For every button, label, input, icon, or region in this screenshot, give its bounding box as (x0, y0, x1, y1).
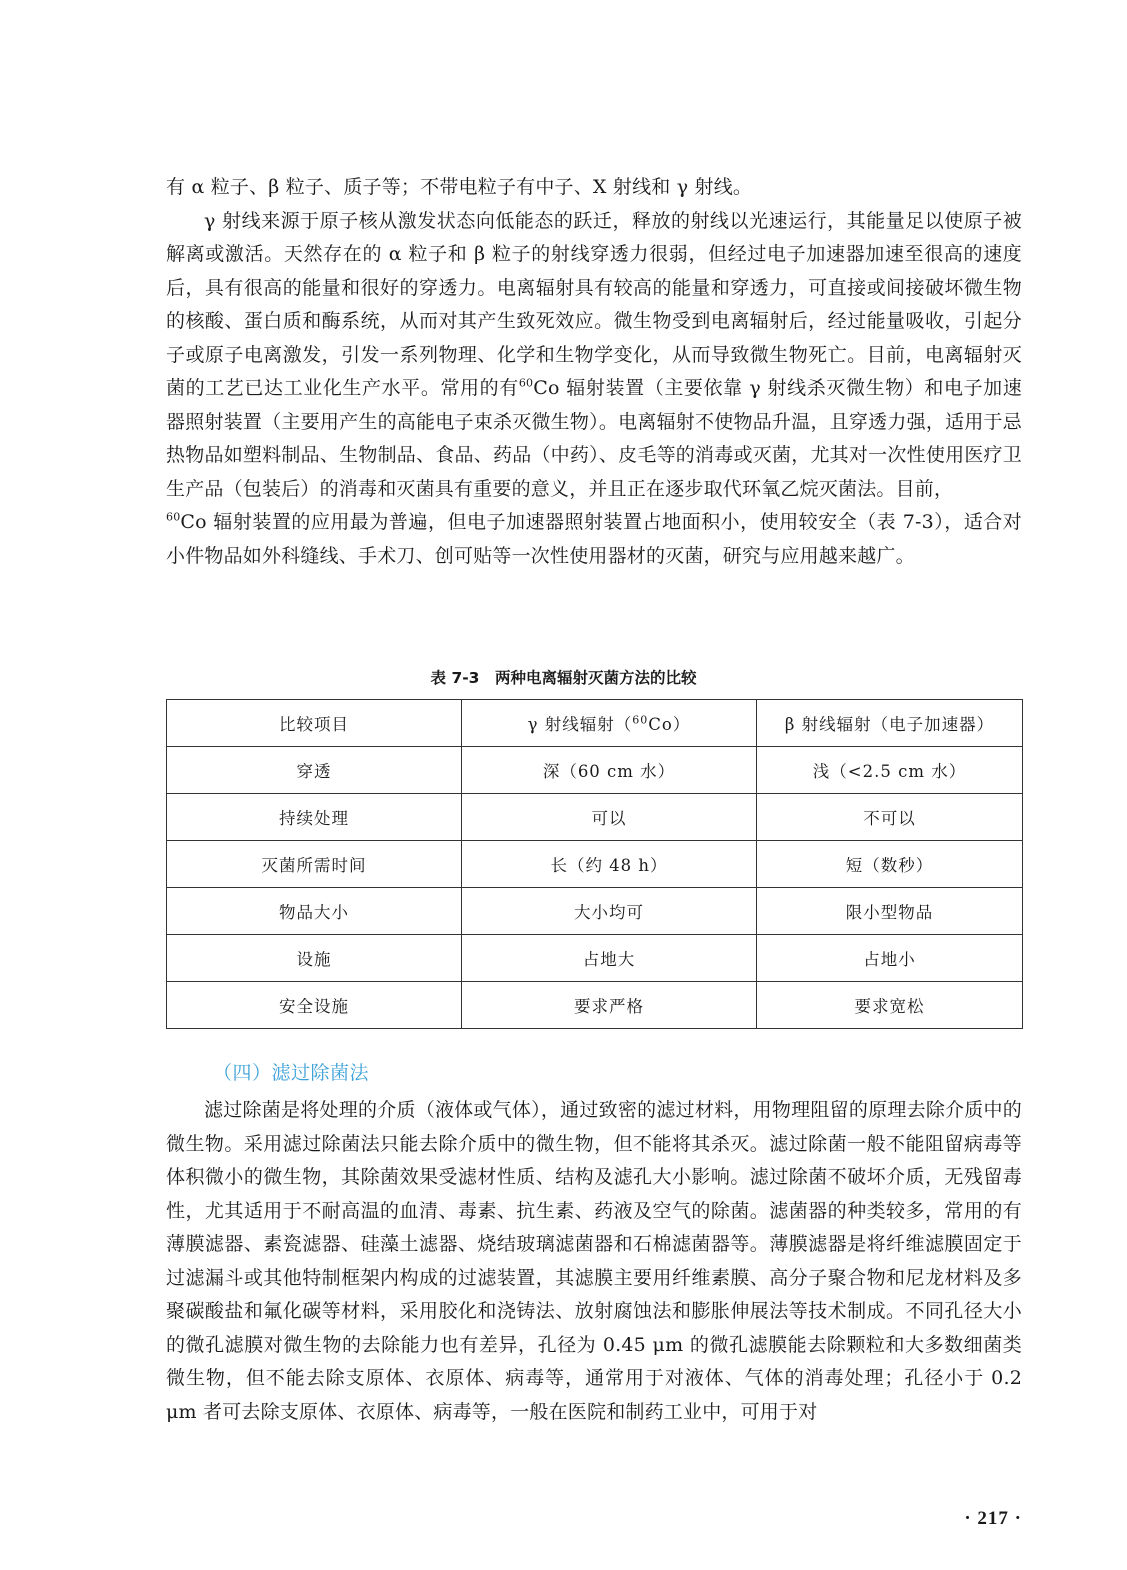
table-cell: 浅（<2.5 cm 水） (757, 747, 1023, 794)
table-row (167, 888, 1023, 935)
table-cell: 占地大 (462, 935, 757, 982)
table-cell: 穿透 (167, 747, 462, 794)
paragraph-text-part: Co 辐射装置的应用最为普遍，但电子加速器照射装置占地面积小，使用较安全（表 7-3），适合对小件物品如外科缝线、手术刀、创可贴等一次性使用器材的灭菌，研究与应用越来越广。 (166, 511, 1022, 567)
table-cell: 持续处理 (167, 794, 462, 841)
table-cell: 占地小 (757, 935, 1023, 982)
table-cell: 可以 (462, 794, 757, 841)
header-gamma-pre: γ 射线辐射（ (527, 715, 633, 734)
ionizing-radiation-paragraph (166, 205, 1022, 574)
table-row (167, 935, 1023, 982)
table-cell: 要求宽松 (757, 982, 1023, 1029)
table-cell: 灭菌所需时间 (167, 841, 462, 888)
header-gamma-post: Co） (648, 715, 691, 734)
isotope-superscript: 60 (632, 713, 649, 727)
table-header-row (167, 700, 1023, 747)
table-cell: 深（60 cm 水） (462, 747, 757, 794)
continued-paragraph-line: 有 α 粒子、β 粒子、质子等；不带电粒子有中子、X 射线和 γ 射线。 (166, 176, 753, 198)
table-cell: 短（数秒） (757, 841, 1023, 888)
table-cell: 要求严格 (462, 982, 757, 1029)
table-row (167, 794, 1023, 841)
table-row (167, 841, 1023, 888)
comparison-table-wrapper (166, 699, 1022, 1029)
table-cell: 物品大小 (167, 888, 462, 935)
table-cell: 限小型物品 (757, 888, 1023, 935)
comparison-table (166, 699, 1023, 1029)
table-cell: 不可以 (757, 794, 1023, 841)
table-cell: 大小均可 (462, 888, 757, 935)
isotope-superscript: 60 (166, 510, 181, 524)
paragraph-text-part: γ 射线来源于原子核从激发状态向低能态的跃迁，释放的射线以光速运行，其能量足以使原子被解离或激活。天然存在的 α 粒子和 β 粒子的射线穿透力很弱，但经过电子加速器加速至很高的速度后，具有很高的能量和很好的穿透力。电离辐射具有较高的能量和穿透力，可直接或间接破坏微生物的核酸、蛋白质和酶系统，从而对其产生致死效应。微生物受到电离辐射后，经过能量吸收，引起分子或原子电离激发，引发一系列物理、化学和生物学变化，从而导致微生物死亡。目前，电离辐射灭菌的工艺已达工业化生产水平。常用的有 (166, 209, 1022, 399)
filtration-text-block (166, 1094, 1022, 1429)
header-cell-gamma (462, 700, 757, 747)
table-row (167, 982, 1023, 1029)
filtration-paragraph: 滤过除菌是将处理的介质（液体或气体），通过致密的滤过材料，用物理阻留的原理去除介质中的微生物。采用滤过除菌法只能去除介质中的微生物，但不能将其杀灭。滤过除菌一般不能阻留病毒等体积微小的微生物，其除菌效果受滤材性质、结构及滤孔大小影响。滤过除菌不破坏介质，无残留毒性，尤其适用于不耐高温的血清、毒素、抗生素、药液及空气的除菌。滤菌器的种类较多，常用的有薄膜滤器、素瓷滤器、硅藻土滤器、烧结玻璃滤菌器和石棉滤菌器等。薄膜滤器是将纤维滤膜固定于过滤漏斗或其他特制框架内构成的过滤装置，其滤膜主要用纤维素膜、高分子聚合物和尼龙材料及多聚碳酸盐和氟化碳等材料，采用胶化和浇铸法、放射腐蚀法和膨胀伸展法等技术制成。不同孔径大小的微孔滤膜对微生物的去除能力也有差异，孔径为 0.45 μm 的微孔滤膜能去除颗粒和大多数细菌类微生物，但不能去除支原体、衣原体、病毒等，通常用于对液体、气体的消毒处理；孔径小于 0.2 μm 者可去除支原体、衣原体、病毒等，一般在医院和制药工业中，可用于对 (166, 1099, 1022, 1423)
table-cell: 设施 (167, 935, 462, 982)
header-cell-item: 比较项目 (167, 700, 462, 747)
top-text-block (166, 171, 1022, 573)
table-caption: 表 7-3 两种电离辐射灭菌方法的比较 (430, 669, 697, 687)
isotope-superscript: 60 (518, 376, 534, 390)
table-cell: 安全设施 (167, 982, 462, 1029)
table-row (167, 747, 1023, 794)
header-cell-beta: β 射线辐射（电子加速器） (757, 700, 1023, 747)
section-heading: （四）滤过除菌法 (213, 1062, 370, 1084)
page-number: · 217 · (964, 1508, 1022, 1529)
paragraph-text-part: Co 辐射装置（主要依靠 γ 射线杀灭微生物）和电子加速器照射装置（主要用产生的高能电子束杀灭微生物）。电离辐射不使物品升温，且穿透力强，适用于忌热物品如塑料制品、生物制品、食品、药品（中药）、皮毛等的消毒或灭菌，尤其对一次性使用医疗卫生产品（包装后）的消毒和灭菌具有重要的意义，并且正在逐步取代环氧乙烷灭菌法。目前， (166, 377, 1022, 500)
table-cell: 长（约 48 h） (462, 841, 757, 888)
